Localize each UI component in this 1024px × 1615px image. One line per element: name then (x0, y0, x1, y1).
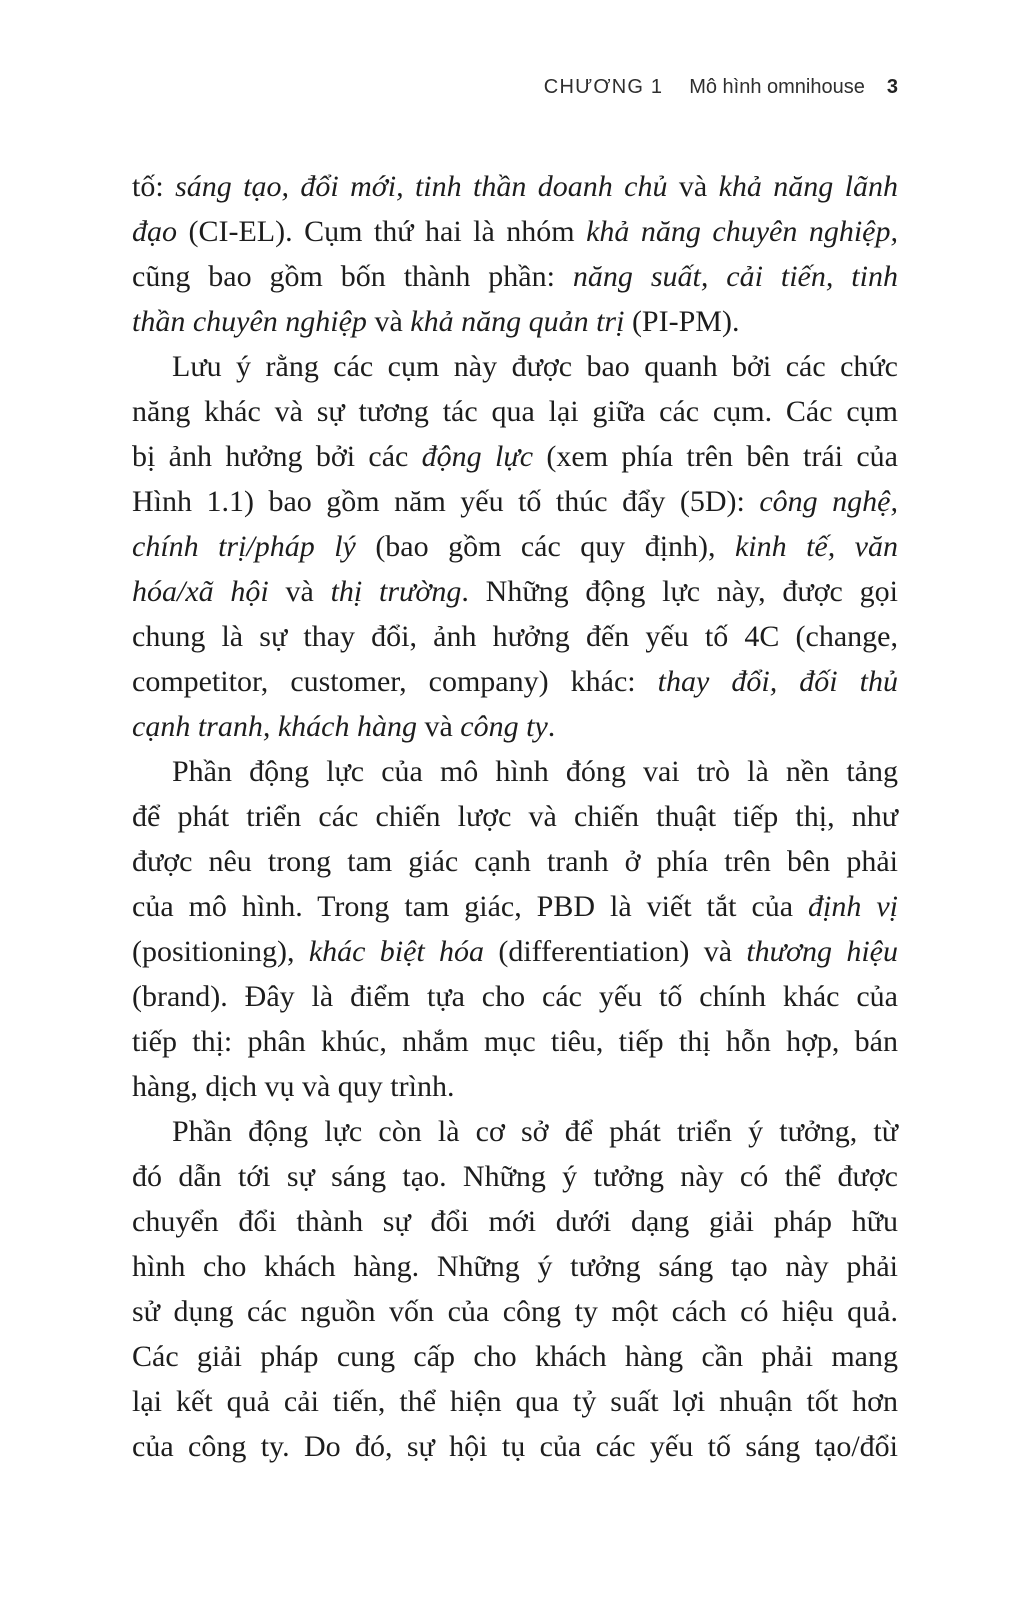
text-run: và (667, 170, 719, 203)
text-line (132, 1019, 898, 1064)
text-line (132, 1154, 898, 1199)
text-line (132, 569, 898, 614)
text-run: Phần động lực của mô hình đóng vai trò là nền tảng (172, 755, 898, 788)
italic-text-run: công ty (460, 710, 548, 743)
text-line (132, 1199, 898, 1244)
text-run: tố: (132, 170, 176, 203)
text-line (132, 524, 898, 569)
text-run: lại kết quả cải tiến, thể hiện qua tỷ suất lợi nhuận tốt hơn (132, 1385, 898, 1418)
text-run: (positioning), (132, 935, 309, 968)
text-line (132, 749, 898, 794)
text-run: (CI-EL). Cụm thứ hai là nhóm (177, 215, 587, 248)
italic-text-run: thay đổi, đối thủ (657, 665, 898, 698)
page-number: 3 (886, 76, 898, 98)
text-line (132, 839, 898, 884)
text-line (132, 1109, 898, 1154)
text-run: của mô hình. Trong tam giác, PBD là viết tắt của (132, 890, 809, 923)
italic-text-run: thần chuyên nghiệp (132, 305, 367, 338)
text-line (132, 299, 898, 344)
text-run: cũng bao gồm bốn thành phần: (132, 260, 573, 293)
page-body (132, 164, 898, 1469)
text-line (132, 389, 898, 434)
italic-text-run: khác biệt hóa (308, 935, 485, 968)
text-run: sử dụng các nguồn vốn của công ty một cách có hiệu quả. (132, 1295, 898, 1328)
text-run: competitor, customer, company) khác: (132, 665, 658, 698)
text-line (132, 1379, 898, 1424)
text-line (132, 1244, 898, 1289)
text-run: chung là sự thay đổi, ảnh hưởng đến yếu tố 4C (change, (132, 620, 898, 653)
italic-text-run: thương hiệu (746, 935, 898, 968)
italic-text-run: khả năng quản trị (410, 305, 625, 338)
text-run: của công ty. Do đó, sự hội tụ của các yếu tố sáng tạo/đổi (132, 1430, 898, 1463)
italic-text-run: đạo (132, 215, 177, 248)
text-run: và (366, 305, 411, 338)
text-line (132, 434, 898, 479)
text-run: . Những động lực này, được gọi (461, 575, 898, 608)
text-line (132, 659, 898, 704)
text-run: bị ảnh hưởng bởi các (132, 440, 422, 473)
paragraph-4 (132, 1109, 898, 1469)
text-line (132, 1334, 898, 1379)
text-run: (xem phía trên bên trái của (533, 440, 899, 473)
text-run: và (268, 575, 331, 608)
text-run: hình cho khách hàng. Những ý tưởng sáng tạo này phải (132, 1250, 898, 1283)
italic-text-run: định vị (808, 890, 898, 923)
text-run: . (547, 710, 556, 743)
text-run: và (416, 710, 461, 743)
text-run: đó dẫn tới sự sáng tạo. Những ý tưởng này có thể được (132, 1160, 898, 1193)
text-line (132, 884, 898, 929)
italic-text-run: khả năng lãnh (718, 170, 898, 203)
italic-text-run: cạnh tranh, khách hàng (132, 710, 417, 743)
italic-text-run: năng suất, cải tiến, tinh (572, 260, 898, 293)
text-line (132, 704, 898, 749)
text-run: (brand). Đây là điểm tựa cho các yếu tố chính khác của (132, 980, 898, 1013)
paragraph-1 (132, 164, 898, 344)
text-run: Các giải pháp cung cấp cho khách hàng cần phải mang (132, 1340, 898, 1373)
paragraph-3 (132, 749, 898, 1109)
italic-text-run: thị trường (330, 575, 462, 608)
text-run: tiếp thị: phân khúc, nhắm mục tiêu, tiếp thị hỗn hợp, bán (132, 1025, 898, 1058)
text-run: (PI-PM). (624, 305, 740, 338)
text-line (132, 1424, 898, 1469)
text-line (132, 209, 898, 254)
text-run: năng khác và sự tương tác qua lại giữa các cụm. Các cụm (132, 395, 898, 428)
italic-text-run: kinh tế, văn (734, 530, 898, 563)
text-run: Lưu ý rằng các cụm này được bao quanh bởi các chức (172, 350, 898, 383)
text-run: (bao gồm các quy định), (355, 530, 735, 563)
text-line (132, 929, 898, 974)
italic-text-run: chính trị/pháp lý (132, 530, 356, 563)
page-header (132, 74, 898, 100)
text-line (132, 1064, 898, 1109)
text-run: được nêu trong tam giác cạnh tranh ở phía trên bên phải (132, 845, 898, 878)
text-run: Hình 1.1) bao gồm năm yếu tố thúc đẩy (5D): (132, 485, 760, 518)
text-line (132, 1289, 898, 1334)
text-run: (differentiation) và (484, 935, 747, 968)
text-line (132, 344, 898, 389)
chapter-title: Mô hình omnihouse (689, 76, 865, 98)
italic-text-run: hóa/xã hội (132, 575, 269, 608)
italic-text-run: sáng tạo, đổi mới, tinh thần doanh chủ (175, 170, 668, 203)
text-line (132, 479, 898, 524)
italic-text-run: động lực (421, 440, 534, 473)
text-line (132, 794, 898, 839)
italic-text-run: khả năng chuyên nghiệp, (586, 215, 898, 248)
text-line (132, 614, 898, 659)
italic-text-run: công nghệ, (759, 485, 898, 518)
paragraph-2 (132, 344, 898, 749)
text-run: hàng, dịch vụ và quy trình. (132, 1070, 455, 1103)
text-line (132, 974, 898, 1019)
text-run: Phần động lực còn là cơ sở để phát triển ý tưởng, từ (172, 1115, 898, 1148)
text-run: chuyển đổi thành sự đổi mới dưới dạng giải pháp hữu (132, 1205, 898, 1238)
chapter-label: CHƯƠNG 1 (543, 76, 664, 98)
text-line (132, 164, 898, 209)
text-run: để phát triển các chiến lược và chiến thuật tiếp thị, như (132, 800, 898, 833)
text-line (132, 254, 898, 299)
